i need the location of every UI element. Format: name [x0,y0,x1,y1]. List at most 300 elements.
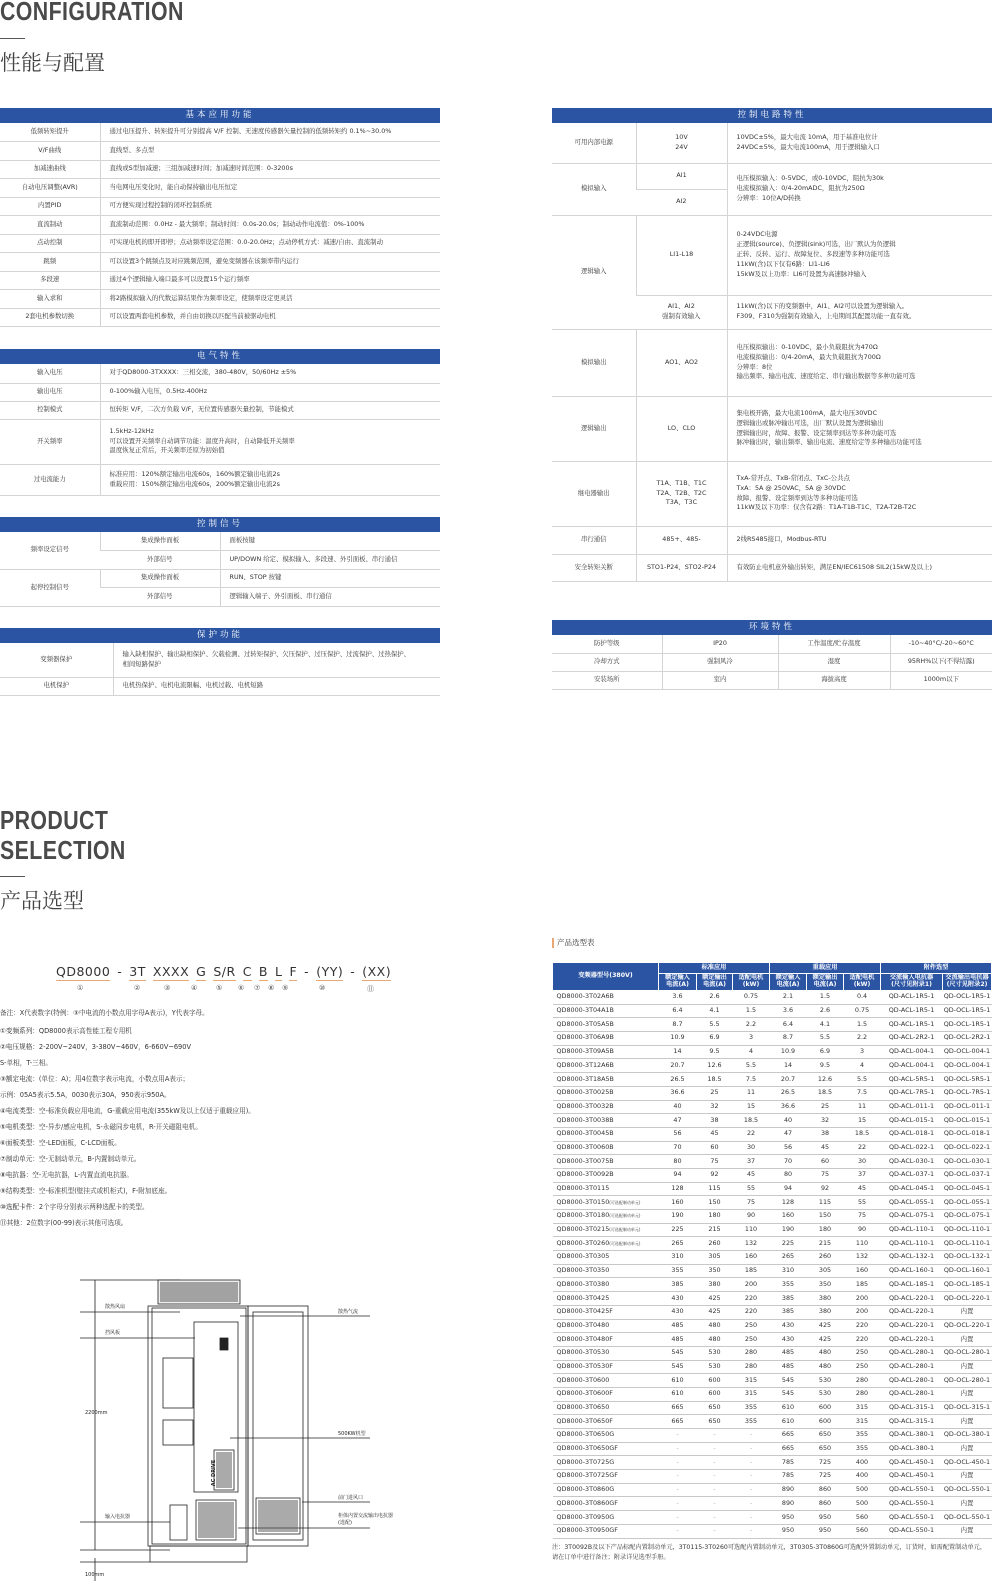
cell: QD-OCL-011-1 [943,1100,992,1114]
cell: 785 [770,1456,807,1470]
cell: 8.7 [770,1032,807,1046]
cell: 可以设置两套电机参数，并自由切换以匹配当前被驱动电机 [100,308,440,327]
table-row [553,1210,992,1224]
cell: 6.4 [659,1004,697,1018]
cell: 280 [733,1360,770,1374]
cell: AI1、AI2 强制有效输入 [636,295,727,329]
cell: LO、CLO [636,396,727,461]
legend-term: ⑥面板类型： [0,1139,39,1147]
model-name: QD8000-3T0045B [556,1129,614,1138]
cell: QD-OCL-550-1 [943,1483,992,1497]
table-row [0,271,440,290]
cell: 1000m以下 [890,671,992,689]
cell: 38 [697,1114,733,1128]
cell: 模拟输入 [552,163,636,215]
cell: 220 [733,1292,770,1306]
cell: 5.5 [807,1032,844,1046]
cell: 4 [844,1059,881,1073]
model-cell [553,1456,659,1470]
model-name: QD8000-3T06A9B [556,1033,614,1042]
cell: 37 [844,1168,881,1182]
code-part: S/R [213,964,236,979]
model-code [56,964,398,981]
model-cell [553,1305,659,1319]
model-code-numbers [0,984,400,996]
cell: 530 [807,1387,844,1401]
model-name: QD8000-3T0480 [556,1320,610,1329]
divider [0,876,25,877]
cell: 内置 [943,1305,992,1319]
cell: 260 [807,1251,844,1265]
col-subheader: 适配电机 (kW) [733,974,770,991]
cell: 560 [844,1524,881,1538]
cell: 280 [733,1346,770,1360]
cell: 输入求和 [0,290,100,309]
model-name: QD8000-3T0115 [556,1184,610,1192]
model-name: QD8000-3T0725GF [556,1471,618,1480]
model-name: QD8000-3T0425F [556,1307,613,1316]
cell: 545 [659,1360,697,1374]
cell: 直线或S型加减速；三组加减速时间；加减速时间范围：0-3200s [100,160,440,179]
cell: 30 [733,1141,770,1155]
label-baffle: 挡风板 [105,1330,121,1336]
cell: QD-ACL-450-1 [881,1470,943,1484]
cell: 6.9 [807,1045,844,1059]
cell: 通过电压提升、转矩提升可分别提高 V/F 控制、无速度传感器矢量控制的低频转矩约 0.1%~30.0% [100,123,440,142]
cell: 内置 [943,1415,992,1429]
cell: 0.4 [844,991,881,1005]
cell: 频率设定信号 [0,532,100,569]
code-number: ⑥ [238,984,245,992]
cell: 40 [770,1114,807,1128]
electrical-table [0,349,440,496]
model-name: QD8000-3T0950G [556,1512,615,1521]
model-name: QD8000-3T0480F [556,1334,613,1343]
cell: 有效防止电机意外输出转矩，满足EN/IEC61508 SIL2(15kW及以上) [727,554,992,581]
model-cell [553,1032,659,1046]
label-height: 2200mm [85,1410,108,1416]
cell: 内置 [943,1333,992,1347]
cell: 180 [807,1223,844,1237]
model-cell [553,1237,659,1251]
cell: 220 [733,1305,770,1319]
cell: 室内 [662,671,778,689]
table-row [553,1374,992,1388]
table-row [553,1360,992,1374]
model-name: QD8000-3T0650 [556,1403,610,1411]
cell: QD-OCL-018-1 [943,1127,992,1141]
cell: 650 [697,1415,733,1429]
cell: 160 [733,1251,770,1265]
label-base: 100mm [85,1572,105,1578]
table-row [0,532,440,551]
cell: 11 [733,1086,770,1100]
table-row [0,383,440,401]
cell: 225 [659,1223,697,1237]
cell: 80 [659,1155,697,1169]
cell: 250 [733,1319,770,1333]
cell: 2线RS485接口，Modbus-RTU [727,526,992,554]
model-name: QD8000-3T0425 [556,1293,610,1302]
cell: 海拔高度 [778,671,890,689]
table-row [553,1168,992,1182]
legend-item [0,1183,420,1199]
cell: 650 [697,1401,733,1415]
code-part: C [242,964,252,979]
legend-term: ⑧电抗器： [0,1171,33,1179]
cell: 665 [659,1415,697,1429]
code-number: ② [134,984,141,992]
cell: QD-ACL-015-1 [881,1114,943,1128]
cell: 电机保护 [0,677,113,695]
cell: 外部信号 [100,551,220,570]
cell: QD-OCL-160-1 [943,1264,992,1278]
cell: 4 [733,1045,770,1059]
cell: - [733,1429,770,1443]
model-cell [553,1497,659,1511]
label-model: 500KW机型 [338,1431,366,1437]
cell: QD-OCL-185-1 [943,1278,992,1292]
cell: - [697,1511,733,1525]
cell: 45 [697,1127,733,1141]
selection-title-en-2: SELECTION [0,835,126,865]
table-row [553,1524,992,1538]
model-cell [553,1196,659,1210]
model-name: QD8000-3T0038B [556,1115,614,1124]
code-part: - [117,964,123,979]
model-cell [553,1524,659,1538]
table-row [552,461,992,526]
cell: - [659,1456,697,1470]
cell: QD-ACL-220-1 [881,1292,943,1306]
cell: 逻辑输出 [552,396,636,461]
cell: 输入电压 [0,364,100,383]
environment-table [552,620,992,690]
cell: 10.9 [659,1032,697,1046]
cell: - [697,1497,733,1511]
cell: QD-ACL-280-1 [881,1387,943,1401]
code-number: ⑧ [268,984,275,992]
col-subheader: 适配电机 (kW) [844,974,881,991]
cell: 56 [770,1141,807,1155]
cell: 集成操作面板 [100,569,220,588]
cell: 3.6 [659,991,697,1005]
cell: T1A、T1B、T1C T2A、T2B、T2C T3A、T3C [636,461,727,526]
cell: 160 [844,1264,881,1278]
code-part: (XX) [362,964,392,979]
label-input-reactor: 输入电抗器 [105,1514,131,1520]
cell: 115 [697,1182,733,1196]
cell: 75 [807,1168,844,1182]
cell: 直流制动 [0,216,100,235]
cell: 10V 24V [636,123,727,163]
model-cell [553,1141,659,1155]
cell: 2套电机参数切换 [0,308,100,327]
col-subheader: 额定输出 电流(A) [697,974,733,991]
cell: 1.5 [844,1018,881,1032]
cell: 280 [844,1374,881,1388]
cell: 485 [659,1319,697,1333]
cell: 315 [733,1374,770,1388]
table-row [553,1100,992,1114]
cell: 55 [844,1196,881,1210]
cell: - [733,1442,770,1456]
cell: 外部信号 [100,588,220,607]
brake-option-tag: (可选配制动单元) [609,1227,641,1233]
product-selection-table [552,962,992,1539]
label-door-inlet: 前门进风口 [338,1495,364,1501]
table-row [553,1292,992,1306]
cell: 12.6 [807,1073,844,1087]
cell: 355 [844,1442,881,1456]
model-name: QD8000-3T0530 [556,1348,610,1357]
table-row [552,163,992,189]
table-row [0,308,440,327]
cell: QD-ACL-550-1 [881,1511,943,1525]
cell: 1.5 [807,991,844,1005]
basic-functions-table [0,108,440,327]
model-name: QD8000-3T0075B [556,1156,614,1165]
cell: 665 [770,1442,807,1456]
cell: 400 [844,1456,881,1470]
cell: QD-ACL-5R5-1 [881,1073,943,1087]
model-cell [553,1155,659,1169]
model-name: QD8000-3T02A6B [556,992,614,1001]
cell: 对于QD8000-3TXXXX：三相交流，380-480V，50/60Hz ±5% [100,364,440,383]
table-row [0,142,440,161]
code-part: G [196,964,207,979]
cell: QD-OCL-7R5-1 [943,1086,992,1100]
legend-desc: 空-无制动单元，B-内置制动单元。 [38,1155,141,1163]
cell: 继电器输出 [552,461,636,526]
model-name: QD8000-3T09A5B [556,1047,614,1056]
table-row [553,1086,992,1100]
label-airflow: 散热气流 [338,1309,359,1315]
code-part: F [289,964,298,979]
cell: 220 [844,1319,881,1333]
code-part: XXXX [152,964,190,979]
cell: 385 [770,1292,807,1306]
table-row [552,396,992,461]
cell: 18.5 [807,1086,844,1100]
cell: 430 [659,1305,697,1319]
cell: 315 [844,1401,881,1415]
cell: 110 [844,1237,881,1251]
cell: 425 [807,1333,844,1347]
cell: 485 [770,1360,807,1374]
cell: 350 [697,1264,733,1278]
model-name: QD8000-3T05A5B [556,1019,614,1028]
cell: 6.4 [770,1018,807,1032]
cell: 11kW(含)以下的变频器中，AI1、AI2可以设置为逻辑输入。 F309、F310为强制有效输入，上电期间其配置功能一直有效。 [727,295,992,329]
code-number: ⑨ [282,984,289,992]
cell: QD-ACL-022-1 [881,1141,943,1155]
cell: 8.7 [659,1018,697,1032]
cell: 260 [697,1237,733,1251]
model-name: QD8000-3T0032B [556,1101,614,1110]
divider [0,38,25,39]
cell: 逻辑输入 [552,215,636,329]
cell: STO1-P24、STO2-P24 [636,554,727,581]
cell: QD-ACL-030-1 [881,1155,943,1169]
selection-title-cn: 产品选型 [0,889,84,913]
code-number: ④ [191,984,198,992]
cell: 725 [807,1456,844,1470]
cell: 内置 [943,1360,992,1374]
model-cell [553,1182,659,1196]
model-cell [553,1442,659,1456]
cell: 75 [733,1196,770,1210]
cell: 5.5 [697,1018,733,1032]
model-cell [553,1415,659,1429]
cell: - [659,1511,697,1525]
cell: QD-OCL-280-1 [943,1374,992,1388]
cell: 10.9 [770,1045,807,1059]
table-row [552,653,992,671]
table-row [552,123,992,163]
cell: 1.5 [733,1004,770,1018]
cell: 电压模拟输入：0-5VDC，或0-10VDC，阻抗为30k 电流模拟输入：0/4-20mADC，阻抗为250Ω 分辨率：10位A/D转换 [727,163,992,215]
cell: QD-ACL-132-1 [881,1251,943,1265]
model-name: QD8000-3T0950GF [556,1526,618,1535]
cell: 工作温度/贮存温度 [778,635,890,653]
cell: 9.5 [807,1059,844,1073]
cell: QD-OCL-450-1 [943,1456,992,1470]
cell: - [697,1470,733,1484]
model-cell [553,1018,659,1032]
model-cell [553,991,659,1005]
cell: - [697,1429,733,1443]
cell: 0-100%输入电压，0.5Hz-400Hz [100,383,440,401]
cell: 75 [697,1155,733,1169]
cell: QD-ACL-110-1 [881,1223,943,1237]
product-table-note: 注：3T0092B及以下产品标配内置制动单元，3T0115-3T0260可选配内置制动单元，3T0305-3T0860G可选配外置制动单元，订货时，如需配置制动单元，请在订单中进行备注；附录详见选型手册。 [552,1544,987,1561]
cell: QD-OCL-022-1 [943,1141,992,1155]
cell: - [733,1470,770,1484]
model-cell [553,1333,659,1347]
cell: 10VDC±5%，最大电流 10mA，用于基准电位计 24VDC±5%，最大电流100mA，用于逻辑输入口 [727,123,992,163]
model-cell [553,1292,659,1306]
cell: QD-ACL-1R5-1 [881,1004,943,1018]
table-row [553,1401,992,1415]
model-cell [553,1278,659,1292]
cell: 26.5 [659,1073,697,1087]
table-row [553,1456,992,1470]
cell: QD-OCL-1R5-1 [943,1018,992,1032]
control-circuit-table [552,108,992,582]
legend-item [0,1103,420,1119]
drive-logo: AC DRIVE [211,1459,218,1487]
cell: 500 [844,1483,881,1497]
cell: - [697,1524,733,1538]
table-row [553,1237,992,1251]
cell: QD-OCL-015-1 [943,1114,992,1128]
cell: 内置 [943,1524,992,1538]
col-subheader: 交流输出电抗器 (尺寸见附录2) [943,974,992,991]
col-header-accessories: 附件选型 [881,963,992,974]
cell: QD-OCL-075-1 [943,1210,992,1224]
legend-desc: (单位：A)；用4位数字表示电流，小数点用A表示； 示例：05A5表示5.5A，0030表示30A，950表示950A。 [0,1075,190,1099]
cell: 加减速曲线 [0,160,100,179]
table-row [553,991,992,1005]
cell: 380 [807,1305,844,1319]
cell: 250 [733,1333,770,1347]
cell: 500 [844,1497,881,1511]
model-cell [553,1168,659,1182]
legend-item [0,1135,420,1151]
cell: 湿度 [778,653,890,671]
model-cell [553,1045,659,1059]
cell: QD-OCL-315-1 [943,1401,992,1415]
cell: 485 [659,1333,697,1347]
table-row [553,1346,992,1360]
cell: QD-ACL-280-1 [881,1346,943,1360]
cell: QD-ACL-220-1 [881,1333,943,1347]
cell: 250 [844,1360,881,1374]
cell: 480 [697,1319,733,1333]
cell: 600 [697,1387,733,1401]
cell: QD-ACL-1R5-1 [881,1018,943,1032]
model-cell [553,1401,659,1415]
cell: 32 [697,1100,733,1114]
table-row [0,419,440,464]
table-header: 环境特性 [552,620,992,635]
table-row [0,677,440,695]
table-row [553,1141,992,1155]
code-part: L [275,964,283,979]
cell: 265 [770,1251,807,1265]
cell: QD-OCL-280-1 [943,1346,992,1360]
cell: 425 [807,1319,844,1333]
cell: 132 [844,1251,881,1265]
legend-desc: 空-无电抗器，L-内置直流电抗器。 [32,1171,133,1179]
cell: 610 [659,1387,697,1401]
table-row [553,1251,992,1265]
cell: 90 [733,1210,770,1224]
cell: 385 [770,1305,807,1319]
cell: 22 [733,1127,770,1141]
cell: QD-OCL-550-1 [943,1511,992,1525]
model-cell [553,1127,659,1141]
cell: QD-ACL-550-1 [881,1524,943,1538]
table-row [553,1415,992,1429]
cell: 215 [807,1237,844,1251]
model-cell [553,1360,659,1374]
cell: QD-ACL-075-1 [881,1210,943,1224]
cell: 安全转矩关断 [552,554,636,581]
cell: 32 [807,1114,844,1128]
cell: QD-OCL-380-1 [943,1429,992,1443]
cell: QD-ACL-380-1 [881,1442,943,1456]
protection-table [0,628,440,696]
cell: QD-ACL-185-1 [881,1278,943,1292]
cell: 950 [807,1511,844,1525]
legend-term: ⑪其他： [0,1219,27,1227]
table-header: 基本应用功能 [0,108,440,123]
cell: QD-ACL-550-1 [881,1483,943,1497]
cell: QD-ACL-037-1 [881,1168,943,1182]
cell: 4.1 [807,1018,844,1032]
cell: 低频转矩提升 [0,123,100,142]
cell: AI2 [636,189,727,215]
cell: 15 [733,1100,770,1114]
model-name: QD8000-3T0600F [556,1389,613,1398]
code-number: ⑤ [216,984,223,992]
cell: AO1、AO2 [636,329,727,396]
table-row [0,643,440,677]
cell: 200 [733,1278,770,1292]
cell: - [697,1483,733,1497]
